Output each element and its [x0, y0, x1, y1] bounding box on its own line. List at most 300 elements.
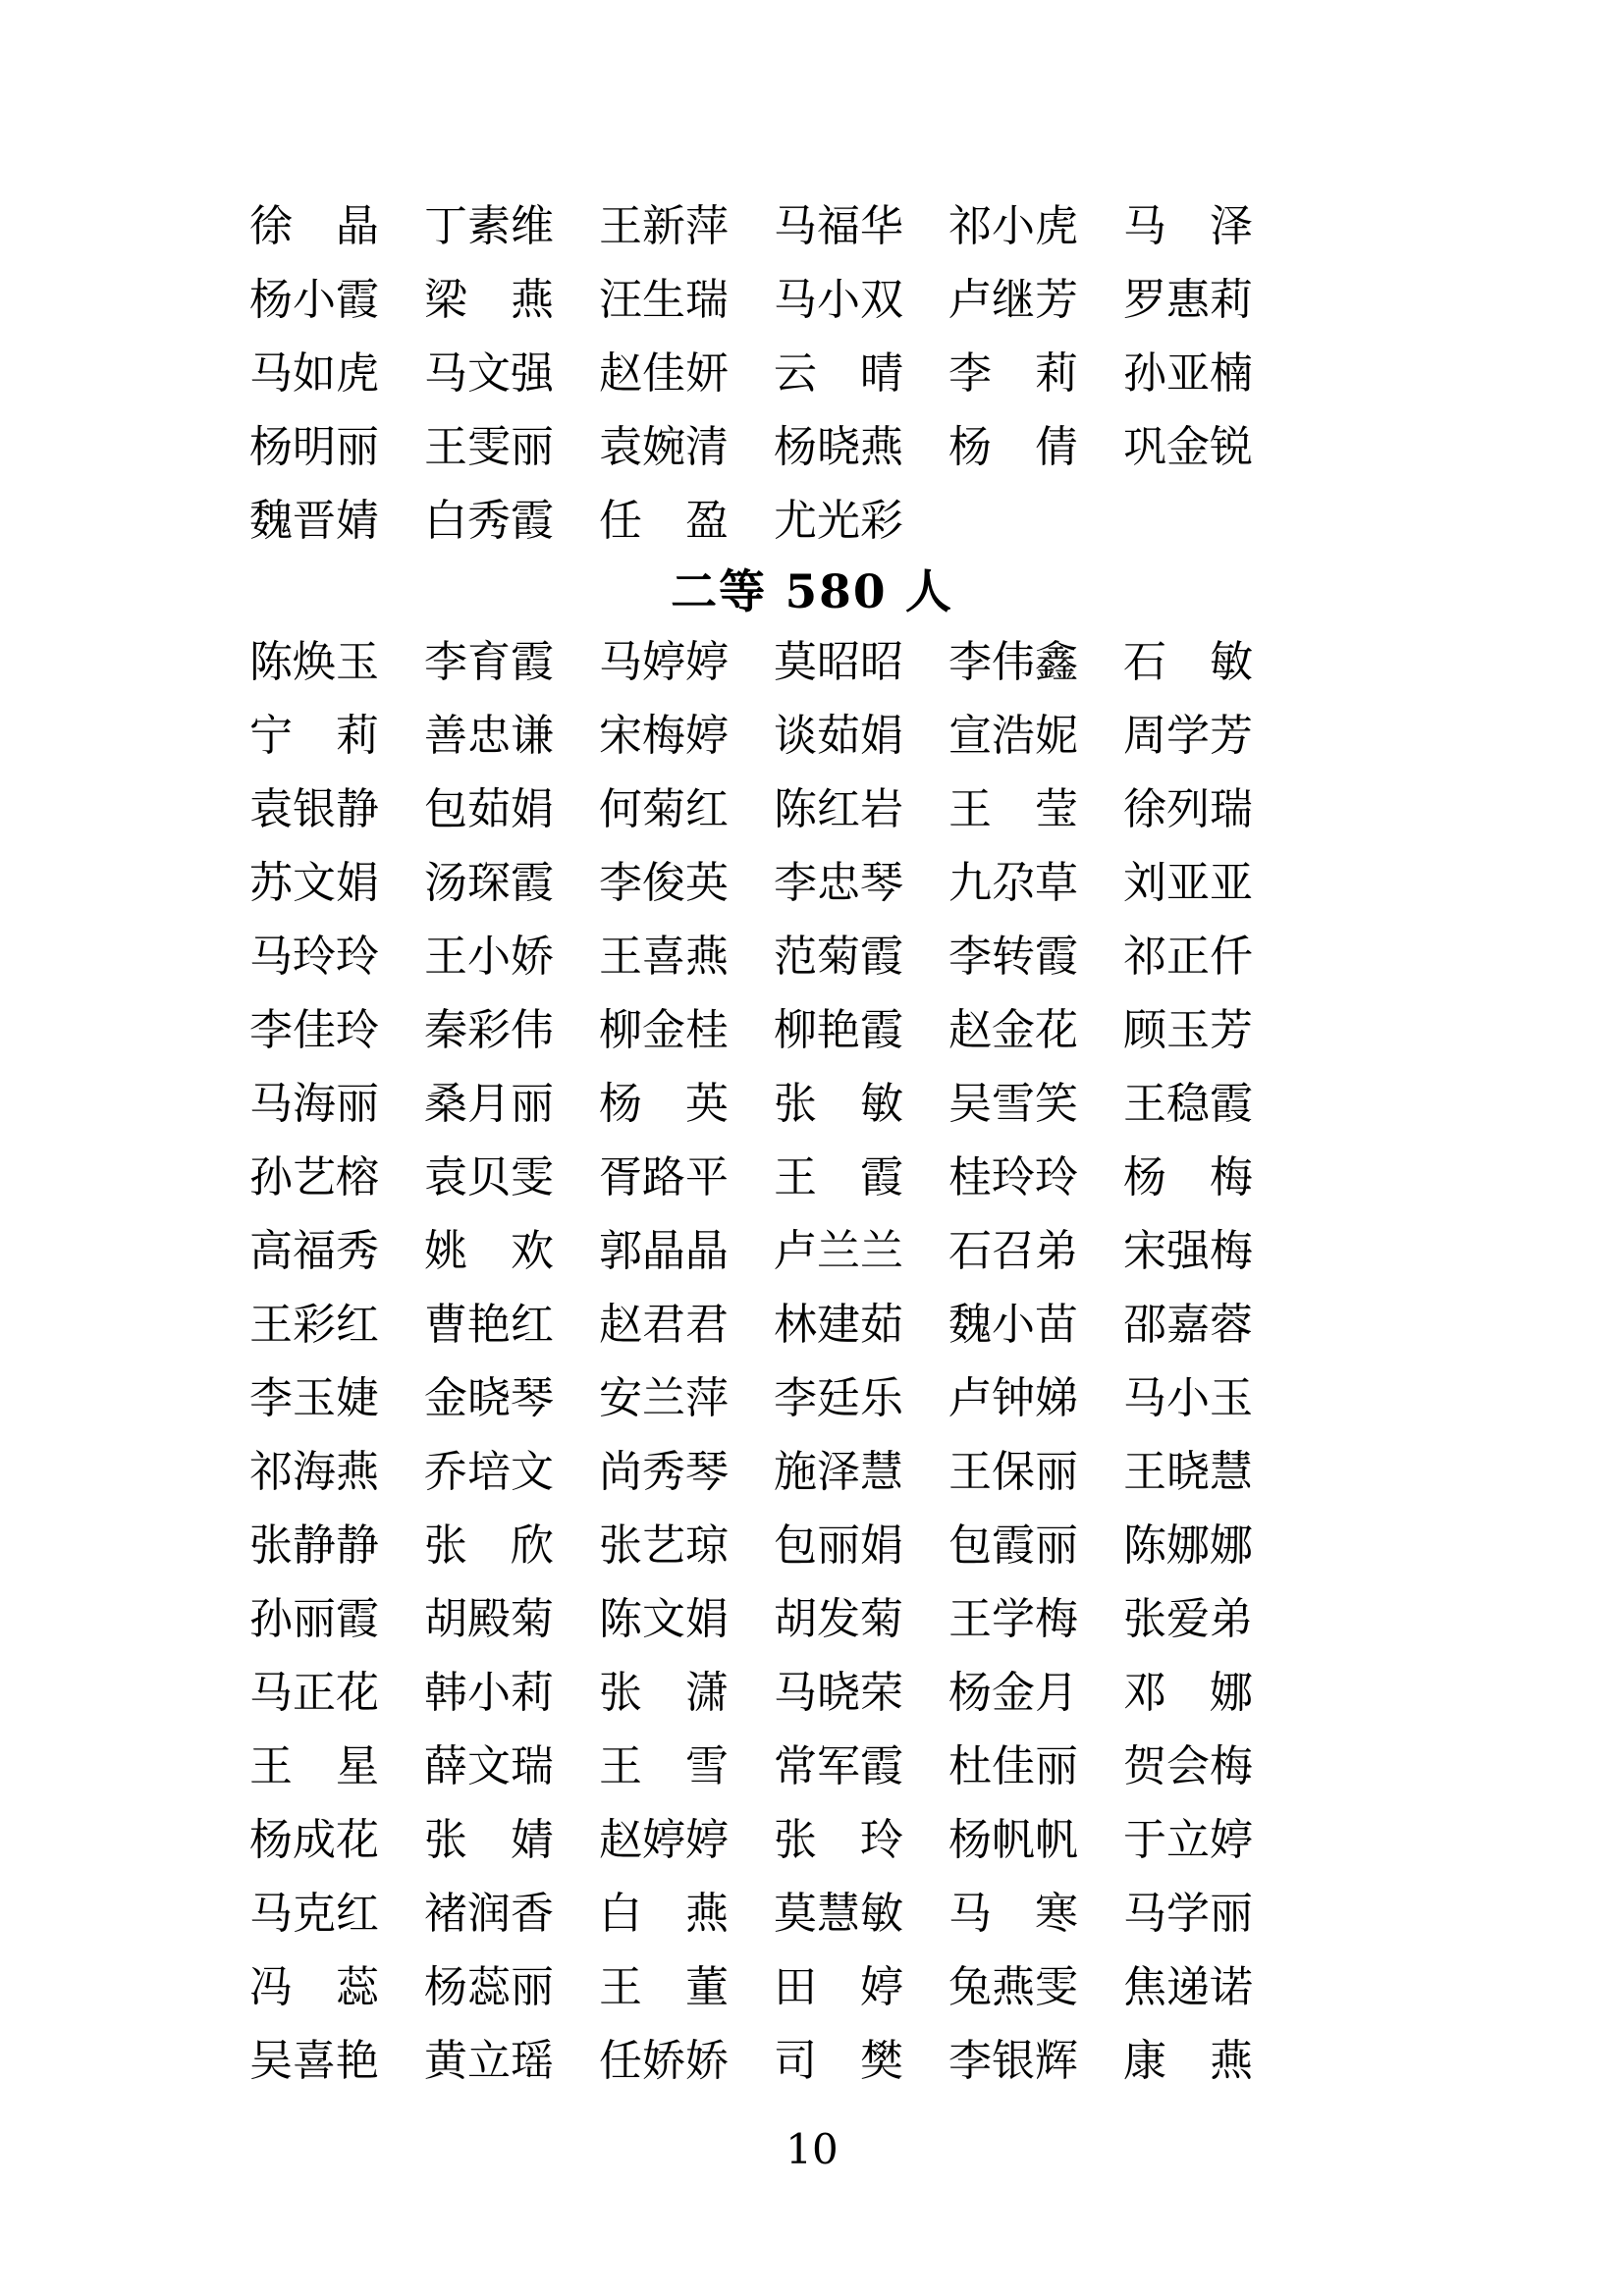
person-name [774, 201, 903, 251]
person-name [774, 1889, 903, 1939]
name-char: 琴 [685, 1447, 729, 1497]
name-char: 瑞 [1210, 784, 1253, 834]
person-name [948, 1962, 1078, 2012]
person-name [948, 932, 1078, 982]
name-char: 宁 [249, 711, 293, 761]
name-char: 宣 [948, 711, 992, 761]
person-name [424, 1521, 554, 1571]
name-row [249, 1447, 1261, 1497]
name-char: 弟 [1210, 1594, 1253, 1644]
name-char: 娟 [860, 711, 903, 761]
name-char: 茹 [860, 1300, 903, 1350]
name-char: 雯 [1035, 1962, 1078, 2012]
name-char: 丽 [336, 1079, 379, 1129]
person-name [599, 1741, 729, 1791]
name-char: 卢 [948, 1373, 992, 1423]
name-char: 静 [336, 1521, 379, 1571]
name-char: 婧 [336, 496, 379, 546]
person-name [1123, 348, 1253, 399]
person-name [1123, 858, 1253, 908]
name-char: 秀 [336, 1226, 379, 1276]
name-char: 莉 [511, 1668, 554, 1718]
name-char: 月 [467, 1079, 511, 1129]
name-char: 福 [817, 201, 860, 251]
name-char: 递 [1166, 1962, 1210, 2012]
name-char: 乐 [860, 1373, 903, 1423]
name-char: 秀 [642, 1447, 685, 1497]
name-char: 马 [774, 275, 817, 325]
name-char: 巩 [1123, 422, 1166, 472]
person-name [424, 1889, 554, 1939]
name-char: 魏 [948, 1300, 992, 1350]
name-char: 小 [992, 1300, 1035, 1350]
person-name [249, 1300, 379, 1350]
person-name [1123, 711, 1253, 761]
name-char: 喜 [293, 2036, 336, 2086]
name-char: 娜 [1210, 1521, 1253, 1571]
person-name [249, 637, 379, 687]
person-name [774, 1005, 903, 1055]
person-name [599, 784, 729, 834]
person-name [599, 1447, 729, 1497]
person-name [599, 275, 729, 325]
name-char: 海 [293, 1447, 336, 1497]
name-row [249, 1962, 1261, 2012]
name-char: 廷 [817, 1373, 860, 1423]
name-char: 继 [992, 275, 1035, 325]
name-char: 润 [467, 1889, 511, 1939]
person-name [948, 1226, 1078, 1276]
name-char: 卢 [948, 275, 992, 325]
name-char: 娜 [1166, 1521, 1210, 1571]
name-char: 邓 [1123, 1668, 1166, 1718]
name-char: 霞 [860, 1152, 903, 1202]
name-char: 杨 [249, 422, 293, 472]
person-name [774, 2036, 903, 2086]
person-name [424, 1005, 554, 1055]
name-char: 丽 [1035, 1447, 1078, 1497]
name-char: 成 [293, 1815, 336, 1865]
person-name [424, 1373, 554, 1423]
name-char: 娣 [1035, 1373, 1078, 1423]
name-char: 梅 [1210, 1741, 1253, 1791]
name-char: 岩 [860, 784, 903, 834]
name-char: 李 [249, 1005, 293, 1055]
name-char: 柳 [774, 1005, 817, 1055]
name-char: 忠 [467, 711, 511, 761]
name-char: 艳 [336, 2036, 379, 2086]
name-char: 婷 [860, 1962, 903, 2012]
name-char: 英 [685, 858, 729, 908]
name-char: 艺 [293, 1152, 336, 1202]
person-name [1123, 1447, 1253, 1497]
person-name [774, 348, 903, 399]
person-name [948, 1079, 1078, 1129]
name-char: 学 [992, 1594, 1035, 1644]
name-char: 袁 [249, 784, 293, 834]
name-char: 赵 [599, 1300, 642, 1350]
name-char: 仟 [1210, 932, 1253, 982]
name-char: 莹 [1035, 784, 1078, 834]
name-char: 佳 [992, 1741, 1035, 1791]
name-char: 白 [424, 496, 467, 546]
name-char: 雯 [467, 422, 511, 472]
person-name [774, 1373, 903, 1423]
person-name [1123, 2036, 1253, 2086]
name-char: 丽 [1210, 1889, 1253, 1939]
person-name [424, 711, 554, 761]
name-char: 康 [1123, 2036, 1166, 2086]
name-char: 马 [948, 1889, 992, 1939]
name-char: 杨 [948, 1815, 992, 1865]
page-number: 10 [785, 2125, 839, 2173]
name-char: 福 [293, 1226, 336, 1276]
person-name [249, 422, 379, 472]
name-char: 婷 [685, 637, 729, 687]
name-char: 燕 [511, 275, 554, 325]
person-name [249, 1815, 379, 1865]
name-char: 银 [992, 2036, 1035, 2086]
name-char: 焕 [293, 637, 336, 687]
name-char: 霞 [336, 1594, 379, 1644]
name-char: 马 [599, 637, 642, 687]
name-row [249, 1815, 1261, 1865]
name-char: 马 [249, 932, 293, 982]
person-name [599, 1962, 729, 2012]
name-char: 婷 [642, 637, 685, 687]
name-char: 琴 [511, 1373, 554, 1423]
name-char: 红 [336, 1300, 379, 1350]
name-char: 邵 [1123, 1300, 1166, 1350]
name-char: 金 [424, 1373, 467, 1423]
person-name [948, 348, 1078, 399]
name-char: 亚 [1166, 858, 1210, 908]
person-name [249, 784, 379, 834]
name-char: 雪 [992, 1079, 1035, 1129]
name-char: 明 [293, 422, 336, 472]
name-char: 桑 [424, 1079, 467, 1129]
name-char: 静 [293, 1521, 336, 1571]
name-char: 孙 [249, 1152, 293, 1202]
name-char: 吴 [249, 2036, 293, 2086]
name-char: 李 [948, 637, 992, 687]
name-char: 花 [336, 1815, 379, 1865]
person-name [249, 275, 379, 325]
name-char: 强 [1166, 1226, 1210, 1276]
name-char: 王 [948, 1447, 992, 1497]
name-char: 花 [336, 1668, 379, 1718]
name-row [249, 637, 1261, 687]
name-grid-continued [249, 201, 1261, 572]
name-char: 范 [774, 932, 817, 982]
name-char: 李 [948, 932, 992, 982]
person-name [599, 1005, 729, 1055]
name-char: 杨 [948, 422, 992, 472]
person-name [599, 1815, 729, 1865]
name-char: 立 [467, 2036, 511, 2086]
person-name [1123, 422, 1253, 472]
person-name [249, 858, 379, 908]
name-char: 胥 [599, 1152, 642, 1202]
person-name [1123, 1005, 1253, 1055]
name-char: 瑞 [511, 1741, 554, 1791]
name-char: 玲 [293, 932, 336, 982]
name-char: 张 [774, 1815, 817, 1865]
person-name [424, 1815, 554, 1865]
person-name [599, 348, 729, 399]
person-name [774, 1079, 903, 1129]
name-char: 丽 [1035, 1521, 1078, 1571]
name-char: 谈 [774, 711, 817, 761]
name-char: 琛 [467, 858, 511, 908]
person-name [599, 1889, 729, 1939]
name-char: 王 [599, 932, 642, 982]
person-name [1123, 1594, 1253, 1644]
name-char: 艳 [467, 1300, 511, 1350]
name-char: 清 [685, 422, 729, 472]
name-char: 顾 [1123, 1005, 1166, 1055]
name-char: 建 [817, 1300, 860, 1350]
name-char: 任 [599, 2036, 642, 2086]
person-name [1123, 637, 1253, 687]
person-name [424, 2036, 554, 2086]
name-char: 茹 [817, 711, 860, 761]
person-name [1123, 275, 1253, 325]
name-char: 霞 [511, 496, 554, 546]
name-char: 王 [1123, 1079, 1166, 1129]
name-char: 梅 [642, 711, 685, 761]
person-name [774, 932, 903, 982]
person-name [774, 1668, 903, 1718]
name-char: 文 [467, 348, 511, 399]
name-char: 文 [511, 1447, 554, 1497]
name-char: 马 [249, 1668, 293, 1718]
person-name [424, 1226, 554, 1276]
name-char: 杨 [599, 1079, 642, 1129]
name-char: 苗 [1035, 1300, 1078, 1350]
name-char: 草 [1035, 858, 1078, 908]
person-name [774, 1300, 903, 1350]
name-char: 黄 [424, 2036, 467, 2086]
name-char: 张 [424, 1521, 467, 1571]
name-char: 弟 [1035, 1226, 1078, 1276]
name-char: 苏 [249, 858, 293, 908]
person-name [249, 1079, 379, 1129]
person-name [599, 711, 729, 761]
name-row [249, 1079, 1261, 1129]
person-name [599, 858, 729, 908]
name-char: 马 [1123, 1889, 1166, 1939]
name-char: 霞 [511, 637, 554, 687]
name-char: 陈 [249, 637, 293, 687]
person-name [1123, 201, 1253, 251]
name-char: 萍 [685, 201, 729, 251]
name-row [249, 932, 1261, 982]
person-name [599, 932, 729, 982]
name-char: 玲 [1035, 1152, 1078, 1202]
name-char: 王 [424, 422, 467, 472]
person-name [249, 1962, 379, 2012]
person-name [948, 637, 1078, 687]
name-char: 银 [293, 784, 336, 834]
name-char: 张 [599, 1521, 642, 1571]
person-name [1123, 1741, 1253, 1791]
name-char: 玲 [336, 932, 379, 982]
person-name [249, 348, 379, 399]
name-row [249, 711, 1261, 761]
person-name [948, 711, 1078, 761]
name-char: 宋 [599, 711, 642, 761]
name-char: 王 [599, 201, 642, 251]
name-char: 贺 [1123, 1741, 1166, 1791]
name-char: 焦 [1123, 1962, 1166, 2012]
name-char: 萍 [685, 1373, 729, 1423]
name-row [249, 2036, 1261, 2086]
name-char: 晶 [685, 1226, 729, 1276]
name-char: 燕 [336, 1447, 379, 1497]
name-char: 汪 [599, 275, 642, 325]
person-name [774, 1594, 903, 1644]
person-name [1123, 1152, 1253, 1202]
name-char: 忠 [817, 858, 860, 908]
name-char: 田 [774, 1962, 817, 2012]
name-char: 常 [774, 1741, 817, 1791]
name-char: 卢 [774, 1226, 817, 1276]
name-char: 玉 [1166, 1005, 1210, 1055]
name-char: 香 [511, 1889, 554, 1939]
person-name [249, 1152, 379, 1202]
person-name [599, 1668, 729, 1718]
person-name [948, 1741, 1078, 1791]
name-char: 张 [774, 1079, 817, 1129]
name-char: 马 [249, 1079, 293, 1129]
name-char: 妮 [1035, 711, 1078, 761]
name-char: 丽 [511, 1079, 554, 1129]
name-char: 杨 [1123, 1152, 1166, 1202]
name-char: 玉 [1210, 1373, 1253, 1423]
name-char: 维 [511, 201, 554, 251]
name-char: 红 [336, 1889, 379, 1939]
name-char: 芳 [1210, 711, 1253, 761]
person-name [599, 422, 729, 472]
name-char: 月 [1035, 1668, 1078, 1718]
name-char: 胡 [424, 1594, 467, 1644]
name-char: 孙 [1123, 348, 1166, 399]
person-name [599, 1521, 729, 1571]
person-name [249, 1373, 379, 1423]
person-name [249, 1594, 379, 1644]
name-char: 乔 [424, 1447, 467, 1497]
name-char: 寒 [1035, 1889, 1078, 1939]
name-char: 董 [685, 1962, 729, 2012]
person-name [1123, 1300, 1253, 1350]
name-char: 菊 [511, 1594, 554, 1644]
person-name [774, 1226, 903, 1276]
name-char: 娜 [1210, 1668, 1253, 1718]
person-name [424, 275, 554, 325]
name-char: 杨 [249, 275, 293, 325]
name-char: 尕 [992, 858, 1035, 908]
name-char: 祁 [1123, 932, 1166, 982]
name-char: 昭 [860, 637, 903, 687]
name-char: 王 [249, 1741, 293, 1791]
person-name [948, 1521, 1078, 1571]
person-name [249, 201, 379, 251]
name-char: 包 [948, 1521, 992, 1571]
name-char: 莉 [1210, 275, 1253, 325]
name-char: 丁 [424, 201, 467, 251]
name-char: 潇 [685, 1668, 729, 1718]
name-char: 燕 [860, 422, 903, 472]
name-row [249, 348, 1261, 399]
name-char: 霞 [860, 1005, 903, 1055]
person-name [249, 1741, 379, 1791]
name-char: 刘 [1123, 858, 1166, 908]
name-char: 晓 [1166, 1447, 1210, 1497]
name-char: 彩 [293, 1300, 336, 1350]
name-char: 马 [774, 201, 817, 251]
name-char: 玲 [992, 1152, 1035, 1202]
person-name [424, 858, 554, 908]
name-char: 娇 [642, 2036, 685, 2086]
person-name [249, 1889, 379, 1939]
name-char: 九 [948, 858, 992, 908]
name-row [249, 1152, 1261, 1202]
name-row [249, 1521, 1261, 1571]
name-char: 虎 [336, 348, 379, 399]
name-char: 发 [817, 1594, 860, 1644]
name-char: 马 [249, 1889, 293, 1939]
name-char: 召 [992, 1226, 1035, 1276]
name-char: 婷 [685, 711, 729, 761]
name-char: 徐 [249, 201, 293, 251]
name-char: 丽 [817, 1521, 860, 1571]
person-name [774, 1521, 903, 1571]
name-char: 梅 [1035, 1594, 1078, 1644]
name-char: 娇 [511, 932, 554, 982]
name-char: 杨 [774, 422, 817, 472]
name-char: 红 [511, 1300, 554, 1350]
name-char: 玉 [336, 637, 379, 687]
name-char: 秦 [424, 1005, 467, 1055]
person-name [774, 1962, 903, 2012]
name-row [249, 201, 1261, 251]
name-char: 王 [774, 1152, 817, 1202]
name-char: 林 [774, 1300, 817, 1350]
name-char: 云 [774, 348, 817, 399]
person-name [774, 637, 903, 687]
name-char: 宋 [1123, 1226, 1166, 1276]
name-char: 娇 [685, 2036, 729, 2086]
name-char: 晓 [467, 1373, 511, 1423]
name-row [249, 275, 1261, 325]
name-char: 光 [817, 496, 860, 546]
name-char: 王 [948, 1594, 992, 1644]
name-char: 王 [599, 1962, 642, 2012]
name-row [249, 1668, 1261, 1718]
person-name [599, 1079, 729, 1129]
person-name [1123, 1373, 1253, 1423]
person-name [774, 275, 903, 325]
name-char: 欣 [511, 1521, 554, 1571]
name-char: 魏 [249, 496, 293, 546]
name-char: 慧 [817, 1889, 860, 1939]
name-char: 荣 [860, 1668, 903, 1718]
name-char: 伟 [511, 1005, 554, 1055]
name-char: 艺 [642, 1521, 685, 1571]
person-name [948, 1815, 1078, 1865]
name-char: 平 [685, 1152, 729, 1202]
